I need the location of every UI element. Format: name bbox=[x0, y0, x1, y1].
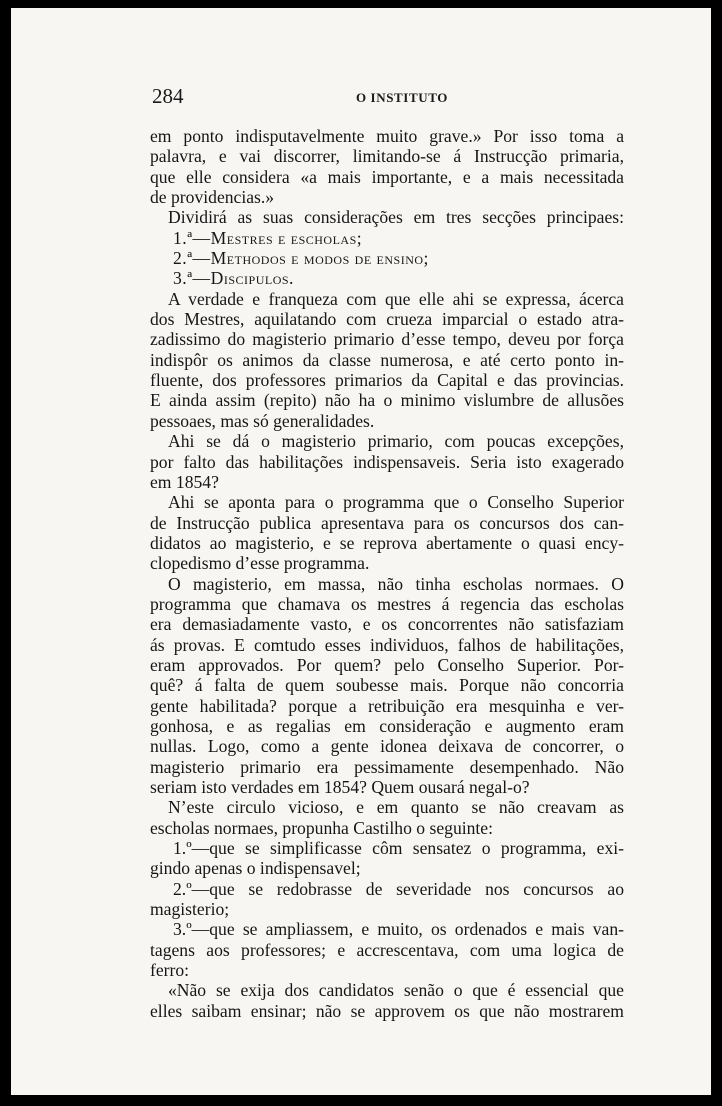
text-line: Ahi se dá o magisterio primario, com poucas excepções, bbox=[168, 431, 624, 452]
text-line: N’este circulo vicioso, e em quanto se não creavam as bbox=[168, 797, 624, 818]
text-line: A verdade e franqueza com que elle ahi se expressa, ácerca bbox=[168, 288, 624, 309]
text-line: em 1854? bbox=[150, 471, 219, 492]
text-line: «Não se exija dos candidatos senão o que é essencial que bbox=[168, 980, 624, 1001]
text-line: clopedismo d’esse programma. bbox=[150, 553, 370, 574]
text-line: quê? á falta de quem soubesse mais. Porque não concorria bbox=[150, 675, 624, 696]
text-line: por falto das habilitações indispensaveis. Seria isto exagerado bbox=[150, 451, 624, 472]
text-line: de providencias.» bbox=[150, 187, 275, 208]
text-line: gonhosa, e as regalias em consideração e augmento eram bbox=[150, 715, 624, 736]
text-line: eram approvados. Por quem? pelo Conselho Superior. Por- bbox=[150, 654, 624, 675]
text-line: era demasiadamente vasto, e os concorrentes não satisfaziam bbox=[150, 614, 624, 635]
text-line: gindo apenas o indispensavel; bbox=[150, 858, 361, 879]
text-line: magisterio primario era pessimamente desempenhado. Não bbox=[150, 756, 624, 777]
text-line: 1.º—que se simplificasse côm sensatez o programma, exi- bbox=[173, 838, 624, 859]
text-line: de Instrucção publica apresentava para os concursos dos can- bbox=[150, 512, 624, 533]
page-number: 284 bbox=[152, 84, 184, 108]
text-line: programma que chamava os mestres á regencia das escholas bbox=[150, 593, 624, 614]
text-line: em ponto indisputavelmente muito grave.» Por isso toma a bbox=[150, 126, 624, 146]
text-line: escholas normaes, propunha Castilho o seguinte: bbox=[150, 817, 494, 838]
text-line: seriam isto verdades em 1854? Quem ousará negal-o? bbox=[150, 777, 530, 797]
text-line: pessoaes, mas só generalidades. bbox=[150, 410, 375, 431]
text-line: zadissimo do magisterio primario d’esse tempo, deveu por força bbox=[150, 329, 624, 350]
text-line: ferro: bbox=[150, 960, 190, 981]
text-line: dos Mestres, aquilatando com crueza imparcial o estado atra- bbox=[150, 309, 624, 330]
running-title: O INSTITUTO bbox=[356, 90, 448, 105]
text-line: 1.ª—Mestres e escholas; bbox=[173, 227, 363, 248]
text-line: nullas. Logo, como a gente idonea deixava de concorrer, o bbox=[150, 736, 624, 757]
text-line: elles saibam ensinar; não se approvem os que não mostrarem bbox=[150, 1000, 624, 1021]
text-line: 2.º—que se redobrasse de severidade nos concursos ao bbox=[173, 878, 624, 899]
text-line: Dividirá as suas considerações em tres secções principaes: bbox=[168, 207, 624, 228]
text-line: O magisterio, em massa, não tinha escholas normaes. O bbox=[168, 573, 624, 594]
text-line: ás provas. E comtudo esses individuos, falhos de habilitações, bbox=[150, 634, 624, 655]
text-line: gente habilitada? porque a retribuição era mesquinha e ver- bbox=[150, 695, 624, 716]
text-line: 3.º—que se ampliassem, e muito, os ordenados e mais van- bbox=[173, 919, 624, 940]
text-line: que elle considera «a mais importante, e a mais necessitada bbox=[150, 166, 624, 187]
text-line: fluente, dos professores primarios da Capital e das provincias. bbox=[150, 370, 624, 391]
text-line: E ainda assim (repito) não ha o minimo vislumbre de allusões bbox=[150, 390, 624, 411]
text-line: palavra, e vai discorrer, limitando-se á Instrucção primaria, bbox=[150, 146, 624, 167]
text-line: indispôr os animos da classe numerosa, e até certo ponto in- bbox=[150, 349, 624, 370]
book-page bbox=[11, 8, 711, 1095]
text-line: Ahi se aponta para o programma que o Conselho Superior bbox=[168, 492, 624, 513]
text-line: didatos ao magisterio, e se reprova abertamente o quasi ency- bbox=[150, 532, 624, 553]
text-line: tagens aos professores; e accrescentava, com uma logica de bbox=[150, 939, 624, 960]
body-text bbox=[150, 126, 624, 1021]
text-line: 2.ª—Methodos e modos de ensino; bbox=[173, 248, 429, 269]
text-line: magisterio; bbox=[150, 899, 230, 920]
page-header bbox=[152, 84, 638, 108]
text-line: 3.ª—Discipulos. bbox=[173, 268, 294, 289]
